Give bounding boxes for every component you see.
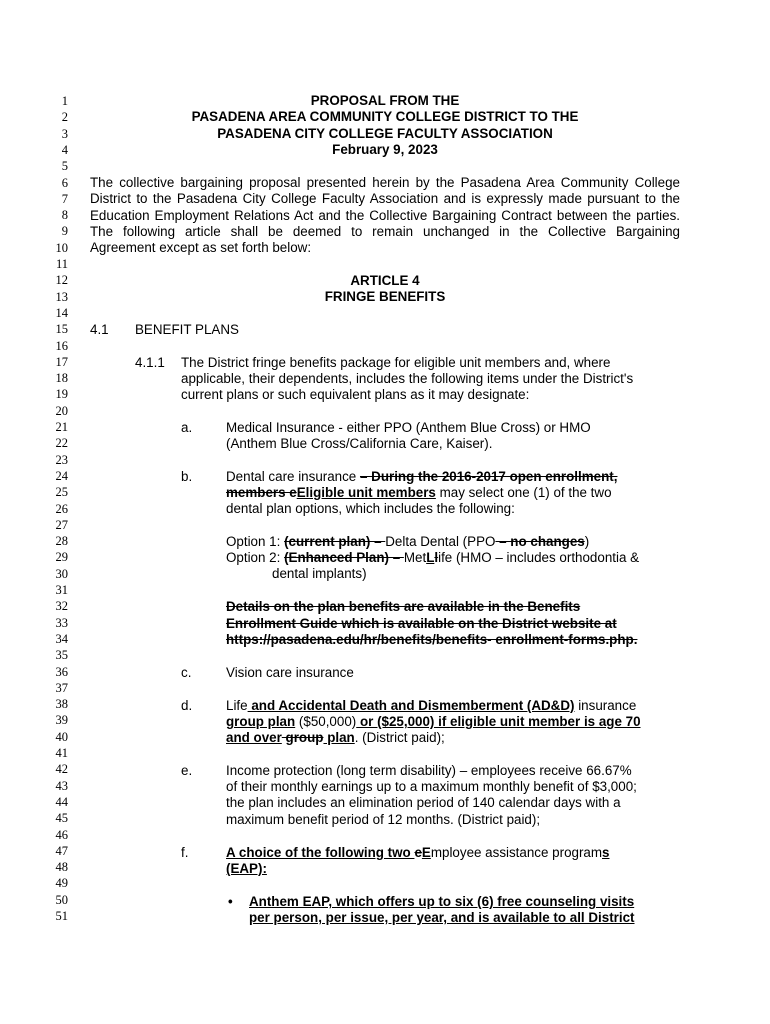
anthem-eap-line: per person, per issue, per year, and is available to all District [249,910,635,925]
intro-line: The following article shall be deemed to remain unchanged in the Collective Bargaining [90,224,680,239]
option-text: ) [584,534,590,549]
line-number: 36 [55,664,68,679]
line-number: 7 [61,191,68,206]
line-number: 43 [55,778,68,793]
deleted-text: l [434,550,439,565]
added-text: s [602,845,610,860]
added-text: L [426,550,435,565]
line-number: 4 [61,142,68,157]
item-label-b: b. [181,469,193,484]
line-number: 48 [55,860,68,875]
article-number: ARTICLE 4 [350,273,420,288]
line-number: 12 [55,273,68,288]
line-number: 45 [55,811,68,826]
life-insurance-line-1 [226,698,636,714]
bullet-icon: • [228,894,233,909]
line-number: 3 [61,126,68,141]
deleted-text: members e [226,485,297,500]
eap-line-1 [226,845,609,861]
line-number: 23 [55,452,68,467]
line-number: 28 [55,534,68,549]
intro-line: District to the Pasadena City College Faculty Association and is expressly made pursuant to the [90,191,680,206]
line-number: 32 [55,599,68,614]
income-protection-line: of their monthly earnings up to a maximum monthly benefit of $3,000; [226,779,637,794]
line-number: 31 [55,583,68,597]
line-number: 21 [55,420,68,434]
deleted-text: – During the 2016-2017 open enrollment, [359,469,618,484]
life-text: insurance [574,698,637,713]
line-number: 46 [55,827,68,842]
added-text: and over [226,730,282,745]
deleted-text: (Enhanced Plan) – [284,550,404,565]
line-number: 11 [55,257,68,271]
vision-insurance: Vision care insurance [226,665,354,680]
subsection-line: current plans or such equivalent plans as it may designate: [181,387,530,402]
dental-option-2-cont: dental implants) [272,566,367,581]
life-text: . (District paid); [354,730,445,745]
line-number: 49 [55,876,68,891]
line-number: 22 [55,436,68,451]
line-number: 33 [55,615,68,630]
eap-line-2: (EAP): [226,861,267,876]
life-insurance-line-2 [226,714,641,730]
line-number: 30 [55,566,68,581]
line-number: 16 [55,338,68,353]
article-title: FRINGE BENEFITS [324,289,446,304]
line-number: 37 [55,680,68,695]
deleted-details-line: Enrollment Guide which is available on the District website at [226,616,617,631]
life-text: ($50,000) [295,714,357,729]
dental-insurance-line-3: dental plan options, which includes the following: [226,501,515,516]
proposal-title-line-2: PASADENA AREA COMMUNITY COLLEGE DISTRICT TO THE [191,109,579,124]
section-number: 4.1 [90,322,109,337]
proposal-title-line-1: PROPOSAL FROM THE [310,93,460,108]
option-text: ife (HMO – includes orthodontia & [438,550,640,565]
line-number: 25 [55,485,68,500]
intro-line: Education Employment Relations Act and the Collective Bargaining Contract between the parties. [90,208,680,223]
proposal-title-line-3: PASADENA CITY COLLEGE FACULTY ASSOCIATION [217,126,553,141]
line-number: 1 [61,94,68,108]
deleted-text: group [281,730,324,745]
added-text: plan [323,730,355,745]
income-protection-line: the plan includes an elimination period of 140 calendar days with a [226,795,621,810]
income-protection-line: maximum benefit period of 12 months. (District paid); [226,812,541,827]
proposal-date: February 9, 2023 [332,142,438,157]
line-number: 51 [55,909,68,923]
line-number: 41 [55,746,68,760]
added-text: or ($25,000) if eligible unit member is age 70 [356,714,641,729]
deleted-details-line: https://pasadena.edu/hr/benefits/benefits- enrollment-forms.php. [226,632,638,647]
line-number: 47 [55,843,68,858]
line-number: 20 [55,403,68,418]
line-number: 50 [55,892,68,907]
subsection-line: The District fringe benefits package for eligible unit members and, where [181,355,611,370]
anthem-eap-line: Anthem EAP, which offers up to six (6) free counseling visits [249,894,635,909]
dental-insurance-line-2 [226,485,612,501]
line-number: 14 [55,305,68,320]
option-prefix: Option 2: [226,550,285,565]
option-text: Met [403,550,427,565]
deleted-text: (current plan) – [284,534,386,549]
line-number: 19 [55,387,68,402]
dental-option-1 [226,534,589,550]
line-number: 26 [55,501,68,516]
intro-line: Agreement except as set forth below: [90,240,312,255]
deleted-text: – no changes [495,534,585,549]
dental-text: Dental care insurance [226,469,360,484]
added-text: and Accidental Death and Dismemberment (AD&D) [247,698,575,713]
item-label-f: f. [181,845,189,860]
option-text: Delta Dental (PPO [385,534,496,549]
life-text: Life [226,698,248,713]
line-number: 44 [55,794,68,809]
line-number: 35 [55,648,68,663]
line-number: 24 [55,468,68,483]
added-text: group plan [226,714,296,729]
dental-option-2 [226,550,639,566]
option-prefix: Option 1: [226,534,285,549]
line-number: 18 [55,371,68,386]
section-title: BENEFIT PLANS [135,322,239,337]
line-number: 40 [55,729,68,744]
added-text: E [421,845,431,860]
added-text: Eligible unit members [296,485,436,500]
dental-insurance-line-1 [226,469,617,485]
item-label-c: c. [181,665,192,680]
line-number: 9 [61,224,68,239]
line-number: 8 [61,208,68,223]
deleted-text: e [414,845,422,860]
intro-line: The collective bargaining proposal presented herein by the Pasadena Area Community College [90,175,680,190]
line-number: 6 [61,175,68,190]
line-number: 42 [55,762,68,777]
line-number: 38 [55,697,68,712]
line-number: 27 [55,517,68,532]
medical-insurance-line: (Anthem Blue Cross/California Care, Kaiser). [226,436,493,451]
medical-insurance-line: Medical Insurance - either PPO (Anthem Blue Cross) or HMO [226,420,591,435]
line-number: 39 [55,713,68,728]
item-label-e: e. [181,763,193,778]
line-number: 5 [61,159,68,174]
life-insurance-line-3 [226,730,445,746]
line-number: 17 [55,354,68,369]
income-protection-line: Income protection (long term disability) – employees receive 66.67% [226,763,632,778]
added-text: A choice of the following two [226,845,415,860]
line-number: 15 [55,322,68,337]
item-label-a: a. [181,420,193,435]
line-number: 2 [61,110,68,125]
subsection-number: 4.1.1 [135,355,165,370]
line-number: 29 [55,550,68,565]
line-number: 34 [55,631,68,646]
item-label-d: d. [181,698,193,713]
line-number: 13 [55,289,68,304]
dental-text: may select one (1) of the two [435,485,612,500]
eap-text: mployee assistance program [430,845,603,860]
subsection-line: applicable, their dependents, includes the following items under the District's [181,371,634,386]
line-number: 10 [55,240,68,255]
deleted-details-line: Details on the plan benefits are available in the Benefits [226,599,581,614]
